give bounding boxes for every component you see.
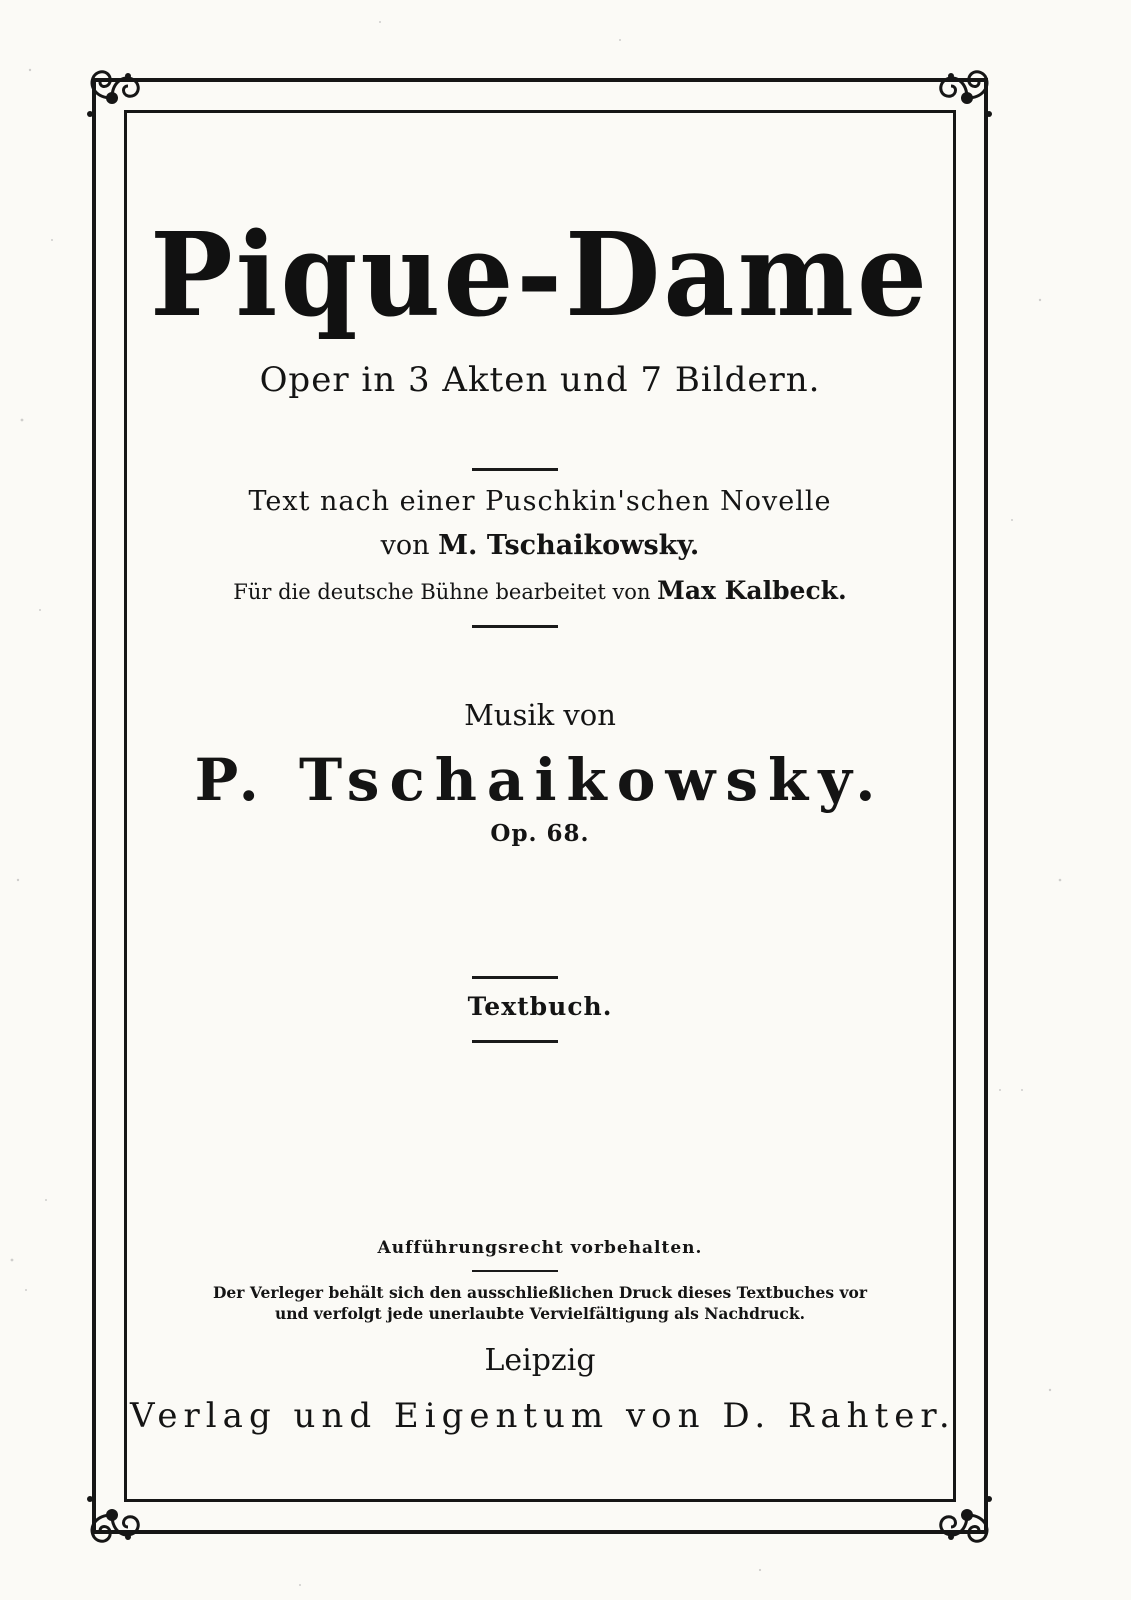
libretto-source: Text nach einer Puschkin'schen Novelle (248, 486, 832, 517)
publisher-line: Verlag und Eigentum von D. Rahter. (130, 1396, 956, 1436)
publisher-notice-line2: und verfolgt jede unerlaubte Vervielfältigung als Nachdruck. (274, 1304, 806, 1323)
music-label: Musik von (464, 698, 616, 732)
divider-rule (472, 1040, 558, 1043)
divider-rule (472, 1270, 558, 1272)
opera-title: Pique-Dame (149, 206, 931, 343)
publisher-notice-line1: Der Verleger behält sich den ausschließlichen Druck dieses Textbuches vor (212, 1283, 868, 1302)
divider-rule (472, 976, 558, 979)
librettist-line (130, 530, 950, 561)
publication-city: Leipzig (484, 1343, 596, 1378)
rights-reserved: Aufführungsrecht vorbehalten. (377, 1238, 703, 1258)
adaptation-line (130, 576, 950, 605)
composer-name: P. Tschaikowsky. (194, 746, 886, 814)
divider-rule (472, 468, 558, 471)
divider-rule (472, 625, 558, 628)
adaptation-prefix: Für die deutsche Bühne bearbeitet von (233, 580, 651, 604)
title-page-content (130, 110, 956, 1490)
book-type: Textbuch. (467, 992, 613, 1021)
opus-number: Op. 68. (490, 820, 590, 847)
opera-subtitle: Oper in 3 Akten und 7 Bildern. (259, 360, 821, 400)
librettist-prefix: von (380, 530, 430, 561)
librettist-name: M. Tschaikowsky. (438, 530, 700, 561)
adapter-name: Max Kalbeck. (657, 576, 847, 605)
